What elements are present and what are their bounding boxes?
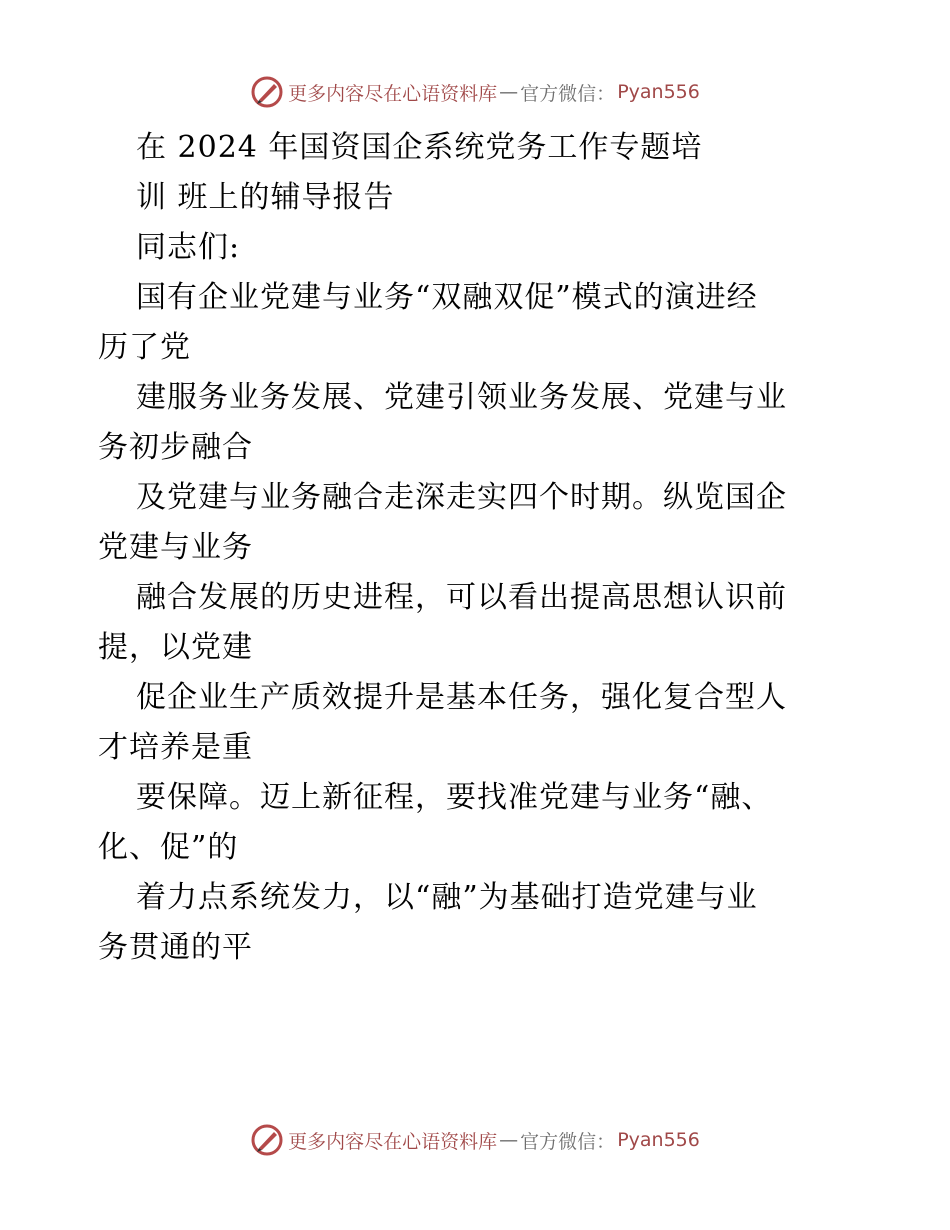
- watermark-text: 更多内容尽在心语资料库: [288, 82, 498, 105]
- pen-logo-icon: [250, 75, 284, 109]
- watermark-dash: —: [499, 81, 519, 103]
- document-line: 促企业生产质效提升是基本任务，强化复合型人: [136, 680, 787, 715]
- document-body: [98, 123, 858, 973]
- watermark-wechat-id: Pyan556: [617, 81, 700, 103]
- watermark-dash: —: [499, 1129, 519, 1151]
- document-line: 国有企业党建与业务“双融双促”模式的演进经: [136, 280, 758, 315]
- footer-watermark: [0, 1120, 950, 1160]
- header-watermark: [0, 72, 950, 112]
- document-line: 务初步融合: [98, 430, 253, 465]
- watermark-wechat-id: Pyan556: [617, 1129, 700, 1151]
- document-line: 提，以党建: [98, 630, 253, 665]
- watermark-wechat-label: 官方微信：: [520, 82, 616, 105]
- document-line: 同志们:: [136, 230, 241, 265]
- pen-logo-icon: [250, 1123, 284, 1157]
- document-line: 务贯通的平: [98, 930, 253, 965]
- document-line: 历了党: [98, 330, 191, 365]
- document-line: 化、促”的: [98, 830, 239, 865]
- watermark-wechat-label: 官方微信：: [520, 1130, 616, 1153]
- document-line: 训 班上的辅导报告: [136, 180, 395, 215]
- document-line: 在 2024 年国资国企系统党务工作专题培: [136, 130, 703, 165]
- watermark-text: 更多内容尽在心语资料库: [288, 1130, 498, 1153]
- document-line: 及党建与业务融合走深走实四个时期。纵览国企: [136, 480, 787, 515]
- document-line: 党建与业务: [98, 530, 253, 565]
- document-line: 融合发展的历史进程，可以看出提高思想认识前: [136, 580, 787, 615]
- document-line: 要保障。迈上新征程，要找准党建与业务“融、: [136, 780, 773, 815]
- document-line: 建服务业务发展、党建引领业务发展、党建与业: [136, 380, 787, 415]
- document-line: 着力点系统发力，以“融”为基础打造党建与业: [136, 880, 758, 915]
- document-line: 才培养是重: [98, 730, 253, 765]
